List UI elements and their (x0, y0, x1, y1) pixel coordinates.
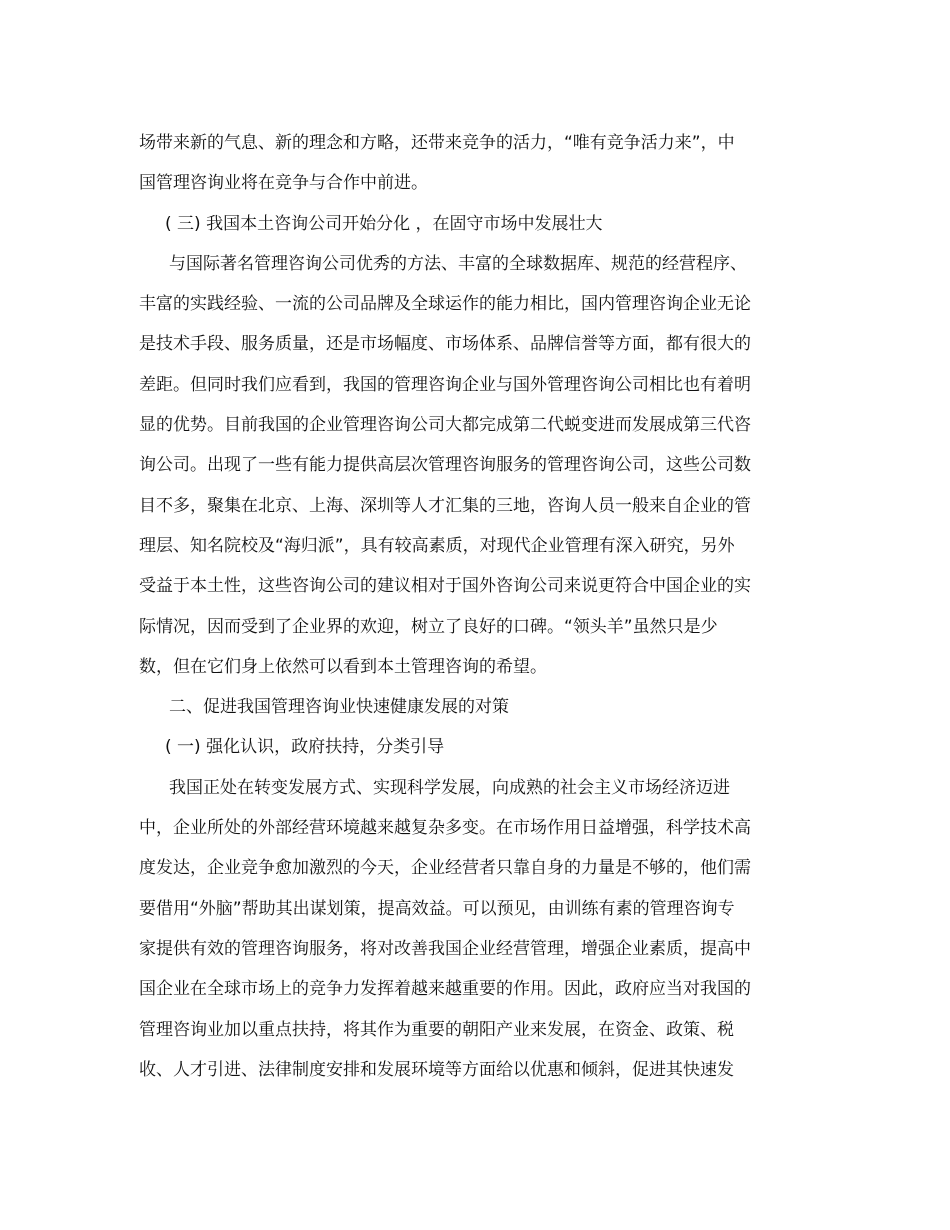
text-line: 理层、知名院校及“海归派”，具有较高素质，对现代企业管理有深入研究，另外 (139, 535, 735, 556)
text-line: 家提供有效的管理咨询服务，将对改善我国企业经营管理，增强企业素质，提高中 (139, 938, 751, 959)
body-text (139, 123, 779, 1090)
text-line: 受益于本土性，这些咨询公司的建议相对于国外咨询公司来说更符合中国企业的实 (139, 576, 751, 597)
text-line: 收、人才引进、法律制度安排和发展环境等方面给以优惠和倾斜，促进其快速发 (139, 1059, 734, 1080)
text-line: 国管理咨询业将在竞争与合作中前进。 (139, 173, 428, 194)
subsection-heading: ( 一) 强化认识，政府扶持，分类引导 (165, 737, 445, 758)
text-line: 要借用“外脑”帮助其出谋划策，提高效益。可以预见，由训练有素的管理咨询专 (139, 898, 735, 919)
text-line: 度发达，企业竞争愈加激烈的今天，企业经营者只靠自身的力量是不够的，他们需 (139, 858, 751, 879)
text-line: 询公司。出现了一些有能力提供高层次管理咨询服务的管理咨询公司，这些公司数 (139, 455, 751, 476)
text-line: 场带来新的气息、新的理念和方略，还带来竞争的活力，“唯有竞争活力来”，中 (139, 133, 735, 153)
text-line: 与国际著名管理咨询公司优秀的方法、丰富的全球数据库、规范的经营程序、 (169, 253, 747, 274)
text-line: 管理咨询业加以重点扶持，将其作为重要的朝阳产业来发展，在资金、政策、税 (139, 1019, 734, 1040)
text-line: 差距。但同时我们应看到，我国的管理咨询企业与国外管理咨询公司相比也有着明 (139, 374, 751, 395)
text-line: 中，企业所处的外部经营环境越来越复杂多变。在市场作用日益增强，科学技术高 (139, 818, 751, 839)
section-heading: 二、促进我国管理咨询业快速健康发展的对策 (169, 697, 509, 718)
section-heading: ( 三) 我国本土咨询公司开始分化 ，在固守市场中发展壮大 (165, 213, 603, 234)
text-line: 目不多，聚集在北京、上海、深圳等人才汇集的三地，咨询人员一般来自企业的管 (139, 495, 751, 516)
text-line: 显的优势。目前我国的企业管理咨询公司大都完成第二代蜕变进而发展成第三代咨 (139, 415, 751, 436)
text-line: 数，但在它们身上依然可以看到本土管理咨询的希望。 (139, 656, 547, 677)
text-line: 是技术手段、服务质量，还是市场幅度、市场体系、品牌信誉等方面，都有很大的 (139, 334, 751, 355)
text-line: 丰富的实践经验、一流的公司品牌及全球运作的能力相比，国内管理咨询企业无论 (139, 294, 751, 315)
text-line: 国企业在全球市场上的竞争力发挥着越来越重要的作用。因此，政府应当对我国的 (139, 979, 751, 1000)
text-line: 我国正处在转变发展方式、实现科学发展，向成熟的社会主义市场经济迈进 (169, 777, 730, 798)
text-line: 际情况，因而受到了企业界的欢迎，树立了良好的口碑。“领头羊”虽然只是少 (139, 616, 718, 637)
